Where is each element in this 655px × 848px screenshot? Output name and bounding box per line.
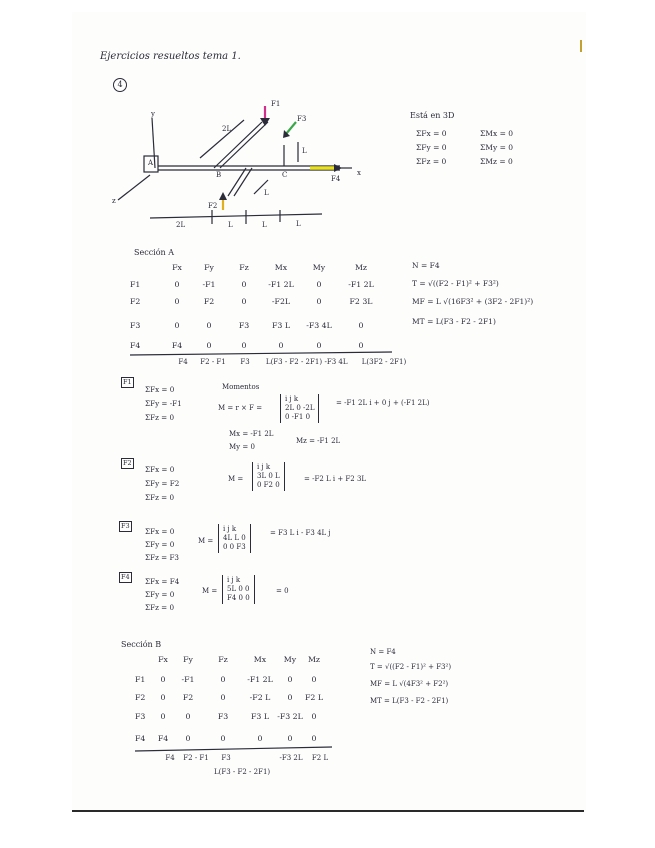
- work-f3-matrix-row: 0 0 F3: [223, 543, 246, 551]
- table-cell: -F3 2L: [277, 712, 303, 721]
- work-f1-mz: Mz = -F1 2L: [296, 437, 341, 445]
- column-header: My: [283, 655, 297, 664]
- table-cell: 0: [174, 297, 180, 306]
- work-f4-matrix-row: i j k: [227, 576, 241, 584]
- work-f3-result: = F3 L i - F3 4L j: [270, 529, 331, 537]
- table-cell: 0: [311, 712, 317, 721]
- total-cell: F2 - F1: [200, 358, 226, 366]
- table-cell: 0: [220, 693, 226, 702]
- work-f2-result: = -F2 L i + F2 3L: [304, 475, 367, 483]
- eq-fz: ΣFz = 0: [416, 157, 447, 166]
- table-cell: -F3 4L: [306, 321, 332, 330]
- work-f4-eq-fz: ΣFz = 0: [145, 603, 175, 612]
- total-cell: F2 - F1: [183, 754, 209, 762]
- table-cell: 0: [257, 734, 263, 743]
- section-b-total-mx: L(F3 - F2 - 2F1): [214, 768, 271, 776]
- work-f1-lhs: M = r × F =: [218, 404, 263, 412]
- axis-x-label: x: [357, 169, 361, 177]
- table-cell: 0: [311, 675, 317, 684]
- total-cell: F4: [165, 754, 175, 762]
- work-f3-lhs: M =: [198, 537, 214, 545]
- table-cell: -F1: [181, 675, 195, 684]
- table-cell: F3 L: [271, 321, 291, 330]
- table-cell: F3 L: [250, 712, 270, 721]
- table-cell: 0: [160, 693, 166, 702]
- row-label: F4: [135, 734, 146, 743]
- eq-fy: ΣFy = 0: [416, 143, 447, 152]
- force-f2-label: F2: [208, 202, 218, 210]
- total-cell: -F3 2L: [279, 754, 303, 762]
- dim-l1-label: L: [228, 221, 233, 229]
- work-f3-eq-fy: ΣFy = 0: [145, 540, 175, 549]
- work-f4-eq-fy: ΣFy = 0: [145, 590, 175, 599]
- eq-mx: ΣMx = 0: [480, 129, 514, 138]
- work-f4-lhs: M =: [202, 587, 218, 595]
- table-cell: 0: [160, 675, 166, 684]
- dim-l-diag-label: L: [264, 189, 269, 197]
- total-cell: F3: [240, 358, 250, 366]
- table-cell: 0: [316, 341, 322, 350]
- eq-mz: ΣMz = 0: [480, 157, 513, 166]
- total-cell: -F3 4L: [324, 358, 348, 366]
- force-f3-label: F3: [297, 115, 307, 123]
- row-label: F4: [130, 341, 141, 350]
- table-cell: 0: [358, 341, 364, 350]
- work-f2-matrix-row: 0 F2 0: [257, 481, 280, 489]
- table-cell: -F1 2L: [268, 280, 294, 289]
- section-a-normal: N = F4: [412, 261, 440, 270]
- table-cell: 0: [220, 675, 226, 684]
- table-cell: F2 3L: [349, 297, 373, 306]
- column-header: Mz: [354, 263, 368, 272]
- table-cell: 0: [185, 712, 191, 721]
- table-cell: F3: [238, 321, 250, 330]
- work-f4-matrix-row: F4 0 0: [227, 594, 250, 602]
- table-cell: F2 L: [304, 693, 324, 702]
- work-f1-eq-fz: ΣFz = 0: [145, 413, 175, 422]
- row-label: F3: [130, 321, 141, 330]
- point-c-label: C: [282, 171, 288, 179]
- table-cell: 0: [185, 734, 191, 743]
- table-cell: -F1: [202, 280, 216, 289]
- section-b-normal: N = F4: [370, 648, 396, 656]
- work-f1-tag: F1: [123, 378, 132, 386]
- work-f1-result: = -F1 2L i + 0 j + (-F1 2L): [336, 399, 430, 407]
- table-cell: 0: [358, 321, 364, 330]
- total-cell: L(F3 - F2 - 2F1): [265, 358, 323, 366]
- section-b-title: Sección B: [121, 640, 162, 649]
- dim-l3-label: L: [296, 220, 301, 228]
- table-cell: -F1 2L: [348, 280, 374, 289]
- table-cell: 0: [316, 280, 322, 289]
- work-f2-eq-fy: ΣFy = F2: [145, 479, 180, 488]
- work-f3-eq-fx: ΣFx = 0: [145, 527, 175, 536]
- work-f1-eq-fy: ΣFy = -F1: [145, 399, 182, 408]
- column-header: Fy: [204, 263, 214, 272]
- column-header: Mz: [307, 655, 321, 664]
- table-cell: 0: [316, 297, 322, 306]
- eq-my: ΣMy = 0: [480, 143, 514, 152]
- row-label: F2: [130, 297, 141, 306]
- work-f2-lhs: M =: [228, 475, 244, 483]
- table-cell: -F2 L: [249, 693, 271, 702]
- table-cell: 0: [311, 734, 317, 743]
- axis-z-label: z: [112, 197, 116, 205]
- total-cell: F3: [221, 754, 231, 762]
- section-a-torsion: MT = L(F3 - F2 - 2F1): [412, 317, 496, 326]
- axis-y-label: y: [151, 110, 155, 118]
- column-header: Fz: [239, 263, 249, 272]
- section-b-sum-line: [135, 747, 332, 751]
- work-f1-heading: Momentos: [222, 383, 260, 391]
- column-header: Mx: [253, 655, 267, 664]
- table-cell: 0: [241, 297, 247, 306]
- work-f4-result: = 0: [276, 587, 289, 595]
- work-f1-my: My = 0: [229, 443, 255, 451]
- table-cell: 0: [174, 321, 180, 330]
- column-header: Fx: [172, 263, 182, 272]
- section-b-torsion: MT = L(F3 - F2 - 2F1): [370, 697, 449, 705]
- column-header: My: [312, 263, 326, 272]
- table-cell: 0: [287, 693, 293, 702]
- section-a-bending: MF = L √(16F3² + (3F2 - 2F1)²): [412, 297, 534, 306]
- row-label: F1: [135, 675, 146, 684]
- column-header: Fy: [183, 655, 193, 664]
- work-f2-matrix-row: i j k: [257, 463, 271, 471]
- work-f1-mx: Mx = -F1 2L: [229, 430, 274, 438]
- table-cell: 0: [278, 341, 284, 350]
- section-a-title: Sección A: [134, 248, 175, 257]
- dim-l-vertical-label: L: [302, 147, 307, 155]
- table-cell: F4: [157, 734, 169, 743]
- row-label: F2: [135, 693, 146, 702]
- work-f4-eq-fx: ΣFx = F4: [145, 577, 180, 586]
- table-cell: -F2L: [271, 297, 291, 306]
- total-cell: F2 L: [311, 754, 329, 762]
- table-cell: F2: [203, 297, 215, 306]
- section-a-shear: T = √((F2 - F1)² + F3²): [412, 279, 499, 288]
- dim-2l-diag-label: 2L: [222, 125, 232, 133]
- point-b-label: B: [216, 171, 222, 179]
- table-cell: 0: [206, 341, 212, 350]
- equilibrium-title: Está en 3D: [410, 111, 455, 120]
- table-cell: 0: [287, 675, 293, 684]
- table-cell: F3: [217, 712, 229, 721]
- table-cell: 0: [206, 321, 212, 330]
- work-f4-tag: F4: [121, 573, 130, 581]
- work-f3-matrix-row: 4L L 0: [223, 534, 246, 542]
- force-f4-label: F4: [331, 175, 341, 183]
- table-cell: -F1 2L: [247, 675, 273, 684]
- dim-l2-label: L: [262, 221, 267, 229]
- work-f1-matrix-row: 2L 0 -2L: [285, 404, 315, 412]
- force-f1-label: F1: [271, 100, 281, 108]
- work-f3-matrix-row: i j k: [223, 525, 237, 533]
- dim-2l-label: 2L: [176, 221, 186, 229]
- table-cell: 0: [174, 280, 180, 289]
- work-f1-matrix-row: 0 -F1 0: [285, 413, 311, 421]
- table-cell: 0: [160, 712, 166, 721]
- support-label: A: [148, 159, 154, 167]
- work-f1-matrix-row: i j k: [285, 395, 299, 403]
- table-cell: 0: [220, 734, 226, 743]
- column-header: Fz: [218, 655, 228, 664]
- work-f2-eq-fz: ΣFz = 0: [145, 493, 175, 502]
- row-label: F1: [130, 280, 141, 289]
- section-b-shear: T = √((F2 - F1)² + F3²): [370, 663, 452, 671]
- table-cell: 0: [287, 734, 293, 743]
- work-f3-eq-fz: ΣFz = F3: [145, 553, 180, 562]
- work-f2-matrix-row: 3L 0 L: [257, 472, 280, 480]
- work-f3-tag: F3: [121, 522, 130, 530]
- section-b-bending: MF = L √(4F3² + F2²): [370, 680, 449, 688]
- work-f2-tag: F2: [123, 459, 132, 467]
- page-title: Ejercicios resueltos tema 1.: [100, 51, 241, 62]
- total-cell: L(3F2 - 2F1): [361, 358, 407, 366]
- table-cell: F4: [171, 341, 183, 350]
- eq-fx: ΣFx = 0: [416, 129, 447, 138]
- table-cell: 0: [241, 341, 247, 350]
- column-header: Mx: [274, 263, 288, 272]
- table-cell: 0: [241, 280, 247, 289]
- work-f4-matrix-row: 5L 0 0: [227, 585, 250, 593]
- total-cell: F4: [178, 358, 188, 366]
- problem-number: 4: [113, 78, 127, 92]
- work-f2-eq-fx: ΣFx = 0: [145, 465, 175, 474]
- work-f1-eq-fx: ΣFx = 0: [145, 385, 175, 394]
- column-header: Fx: [158, 655, 168, 664]
- table-cell: F2: [182, 693, 194, 702]
- row-label: F3: [135, 712, 146, 721]
